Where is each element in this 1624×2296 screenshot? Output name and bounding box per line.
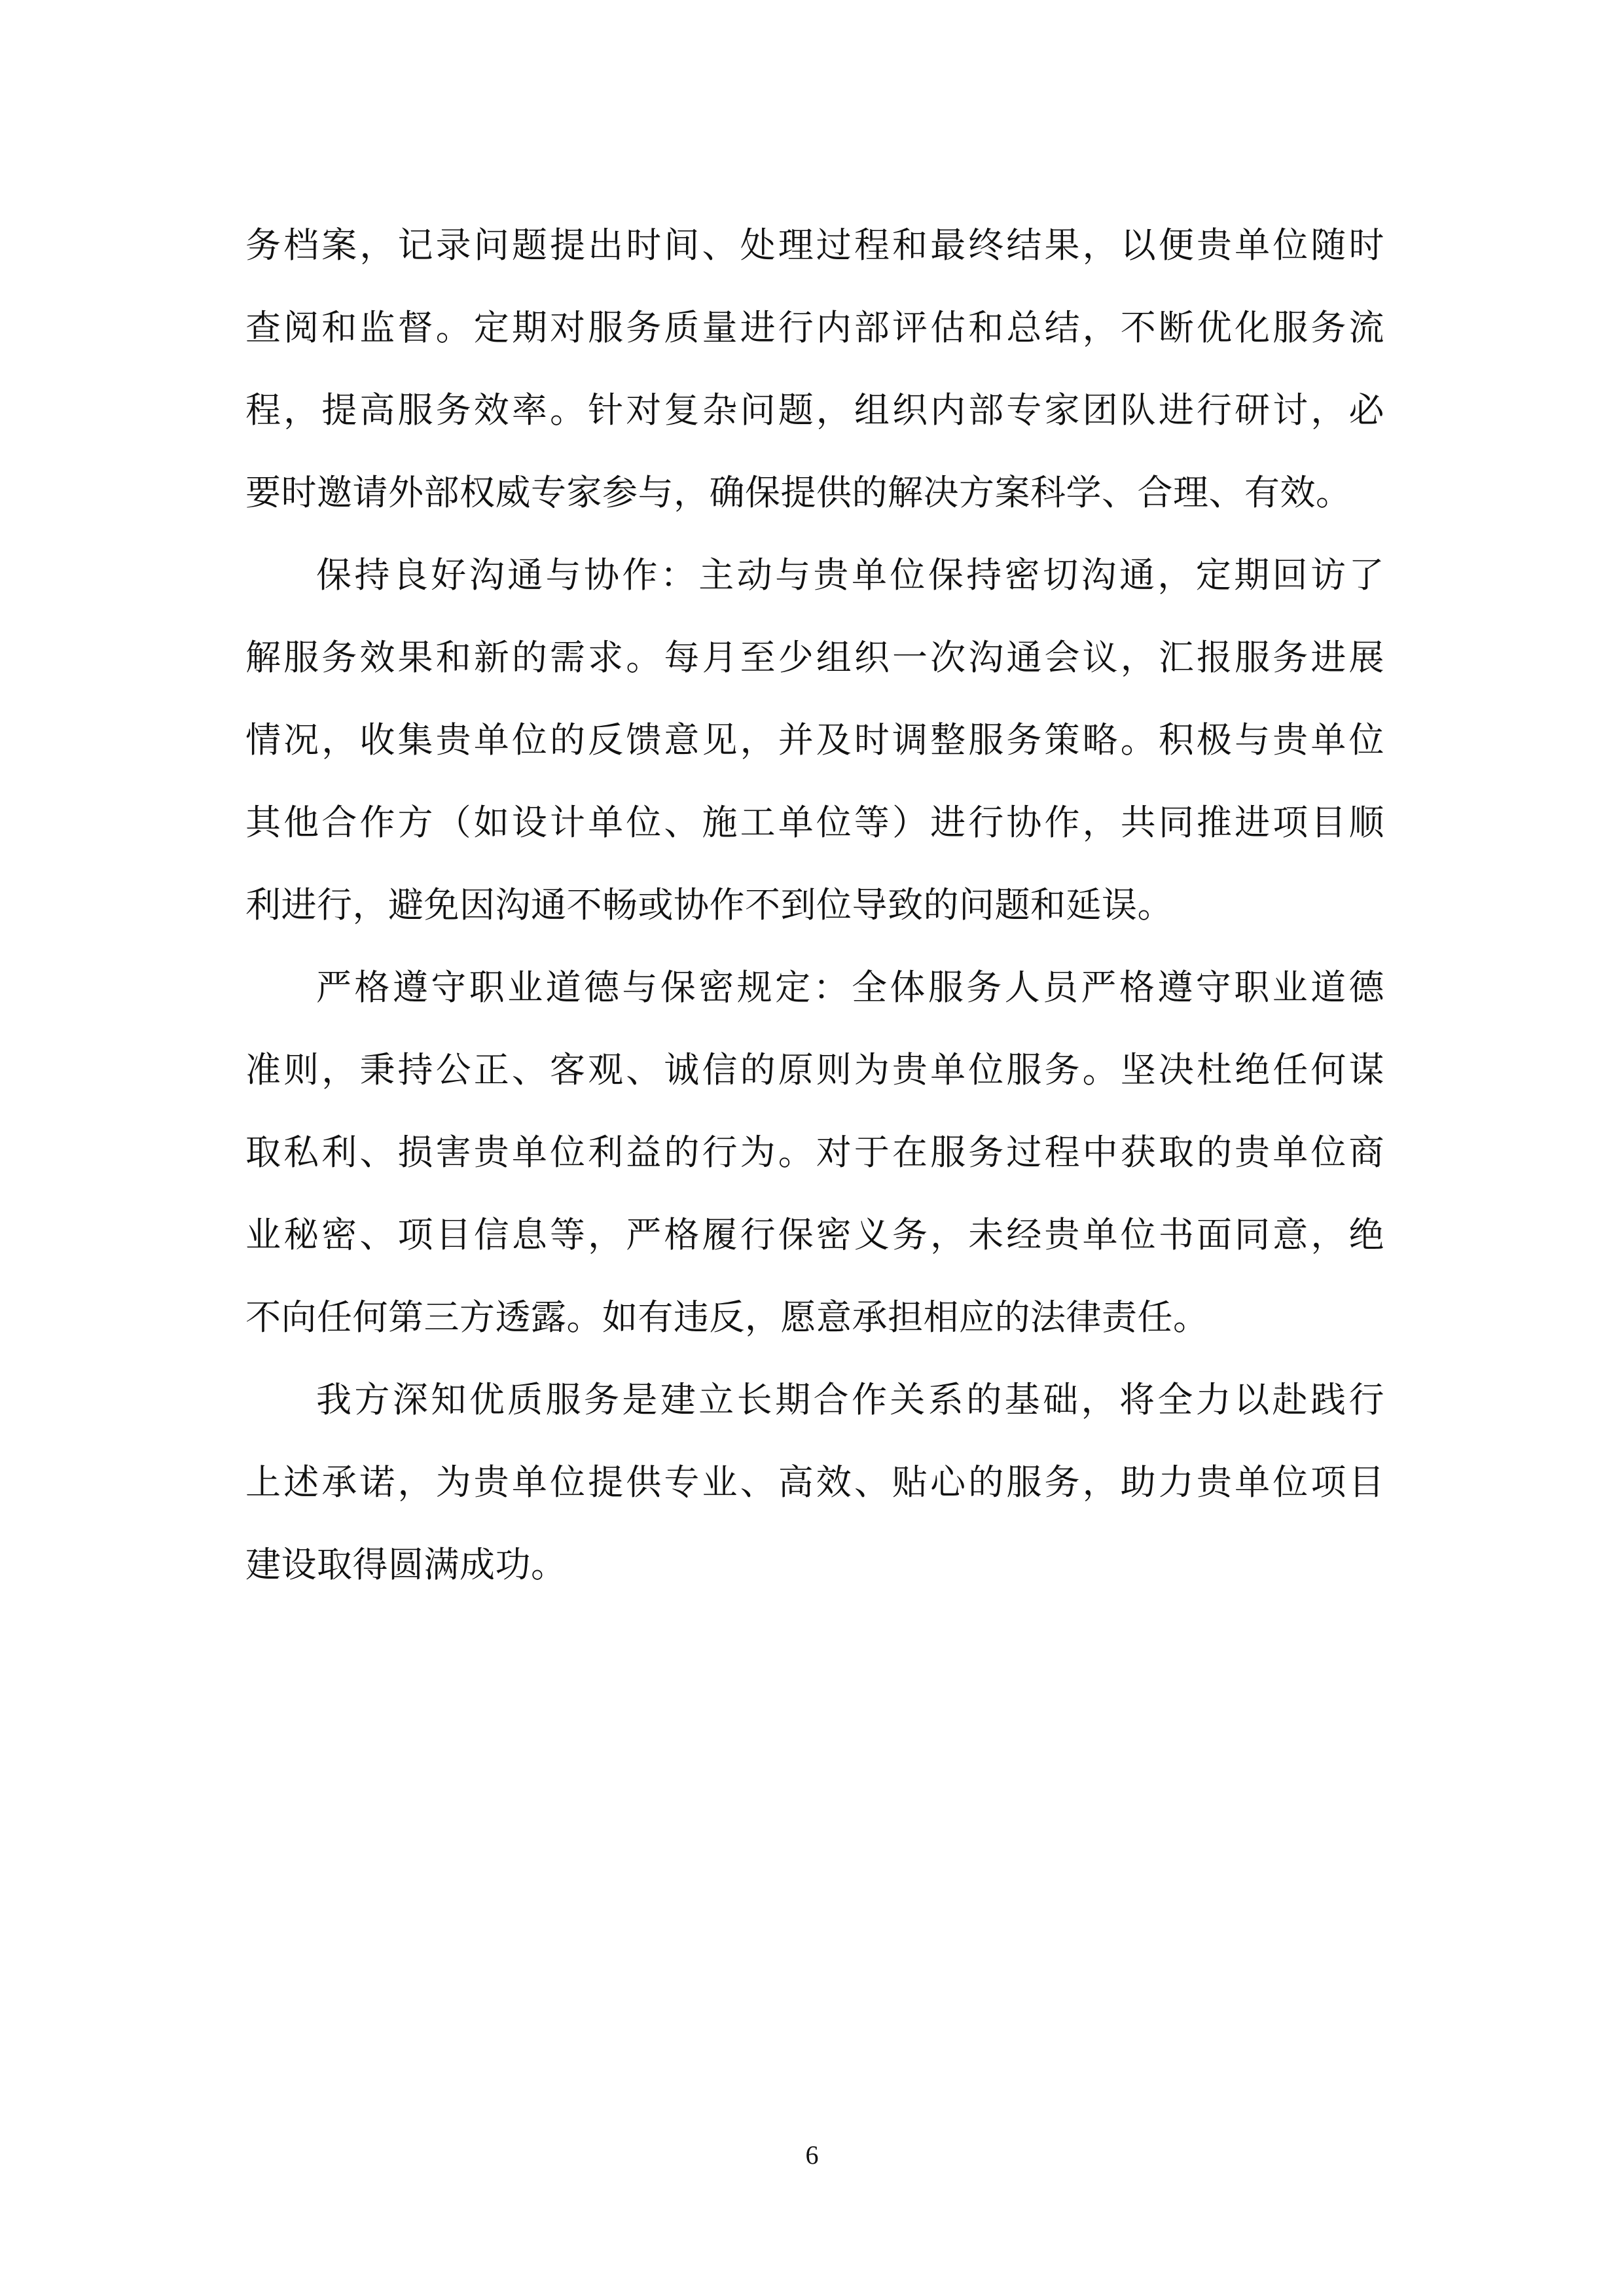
- paragraph-4-line-1: 我方深知优质服务是建立长期合作关系的基础，将全力以赴践行: [316, 1380, 1384, 1420]
- paragraph-3-line-4: 业秘密、项目信息等，严格履行保密义务，未经贵单位书面同意，绝: [245, 1215, 1384, 1255]
- paragraph-2-line-3: 情况，收集贵单位的反馈意见，并及时调整服务策略。积极与贵单位: [245, 721, 1384, 760]
- paragraph-3-line-2: 准则，秉持公正、客观、诚信的原则为贵单位服务。坚决杜绝任何谋: [245, 1050, 1384, 1090]
- paragraph-3-line-3: 取私利、损害贵单位利益的行为。对于在服务过程中获取的贵单位商: [245, 1133, 1384, 1172]
- paragraph-2-line-2: 解服务效果和新的需求。每月至少组织一次沟通会议，汇报服务进展: [245, 638, 1384, 677]
- paragraph-3-line-5: 不向任何第三方透露。如有违反，愿意承担相应的法律责任。: [245, 1298, 1209, 1337]
- paragraph-3-line-1: 严格遵守职业道德与保密规定：全体服务人员严格遵守职业道德: [316, 968, 1384, 1007]
- paragraph-2-line-5: 利进行，避免因沟通不畅或协作不到位导致的问题和延误。: [245, 886, 1173, 925]
- paragraph-4-line-2: 上述承诺，为贵单位提供专业、高效、贴心的服务，助力贵单位项目: [245, 1463, 1384, 1502]
- paragraph-1-line-2: 查阅和监督。定期对服务质量进行内部评估和总结，不断优化服务流: [245, 308, 1384, 348]
- paragraph-1-line-4: 要时邀请外部权威专家参与，确保提供的解决方案科学、合理、有效。: [245, 473, 1352, 512]
- paragraph-1-line-1: 务档案，记录问题提出时间、处理过程和最终结果，以便贵单位随时: [245, 226, 1384, 265]
- paragraph-2-line-1: 保持良好沟通与协作：主动与贵单位保持密切沟通，定期回访了: [316, 556, 1384, 595]
- paragraph-1-line-3: 程，提高服务效率。针对复杂问题，组织内部专家团队进行研讨，必: [245, 391, 1384, 430]
- paragraph-2-line-4: 其他合作方（如设计单位、施工单位等）进行协作，共同推进项目顺: [245, 803, 1384, 842]
- paragraph-4-line-3: 建设取得圆满成功。: [245, 1545, 567, 1585]
- page-number: 6: [805, 2140, 819, 2170]
